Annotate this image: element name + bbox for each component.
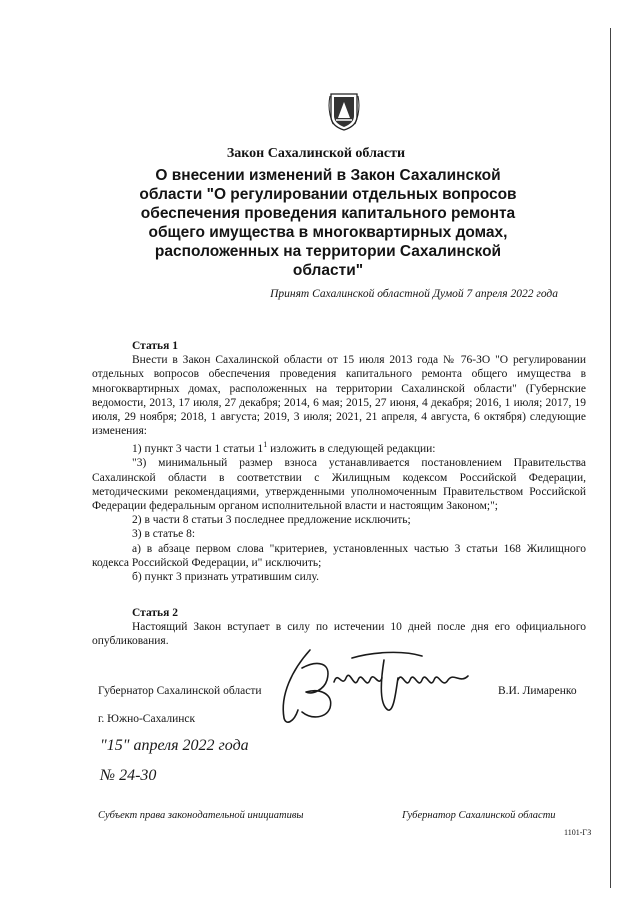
law-title: Закон Сахалинской области (226, 146, 406, 161)
handwritten-signature (272, 640, 477, 730)
article-1-heading: Статья 1 (132, 340, 178, 352)
article-1 (92, 339, 586, 584)
article-1-item-3: 3) в статье 8: (132, 528, 196, 541)
sakhalin-coat-of-arms-icon (327, 90, 361, 132)
document-code: 1101-ГЗ (564, 828, 592, 837)
adoption-note: Принят Сахалинской областной Думой 7 апреля 2022 года (270, 288, 558, 300)
handwritten-date: "15" апреля 2022 года (100, 737, 249, 754)
item-1-post: изложить в следующей редакции: (267, 443, 436, 456)
article-2-heading: Статья 2 (132, 607, 178, 619)
item-1-pre: 1) пункт 3 части 1 статьи 1 (132, 443, 264, 456)
footer-initiative: Субъект права законодательной инициативы (98, 810, 304, 821)
article-1-item-1-text: "3) минимальный размер взноса устанавливается постановлением Правительства Сахалинской области в соответствии с Жилищным кодексом Российской Федерации, методическими рекомендациями, утвержденными уполномоченным Правительством Российской Федерации федеральным органом исполнительной власти и настоящим Законом;"; (92, 457, 586, 513)
law-subject-title: О внесении изменений в Закон Сахалинской области "О регулировании отдельных вопросов обеспечения проведения капитального ремонта общего имущества в многоквартирных домах, расположенных на территории Сахалинской области" (139, 167, 517, 279)
article-1-item-2: 2) в части 8 статьи 3 последнее предложение исключить; (132, 514, 411, 527)
article-1-item-1 (92, 438, 586, 456)
governor-name: В.И. Лимаренко (498, 685, 577, 697)
article-2-text: Настоящий Закон вступает в силу по истечении 10 дней после дня его официального опубликования. (92, 621, 586, 648)
article-1-item-3a: а) в абзаце первом слова "критериев, установленных частью 3 статьи 168 Жилищного кодекса Российской Федерации, и" исключить; (92, 542, 586, 569)
handwritten-number: № 24-30 (100, 767, 157, 784)
article-1-item-3b: б) пункт 3 признать утратившим силу. (132, 571, 319, 584)
item-1-sup: 1 (263, 440, 268, 450)
governor-label: Губернатор Сахалинской области (98, 685, 262, 697)
city-label: г. Южно-Сахалинск (98, 713, 196, 725)
footer-governor: Губернатор Сахалинской области (402, 810, 556, 821)
article-1-intro: Внести в Закон Сахалинской области от 15 июля 2013 года № 76-ЗО "О регулировании отдельных вопросов обеспечения проведения капитального ремонта общего имущества в многоквартирных домах, расположенных на территории Сахалинской области" (Губернские ведомости, 2013, 17 июля, 27 декабря; 2014, 6 мая; 2015, 27 июня, 4 декабря; 2016, 1 июля; 2017, 19 июля, 29 ноября; 2018, 1 августа; 2019, 3 июля; 2021, 21 апреля, 4 августа, 6 октября) следующие изменения: (92, 354, 586, 438)
